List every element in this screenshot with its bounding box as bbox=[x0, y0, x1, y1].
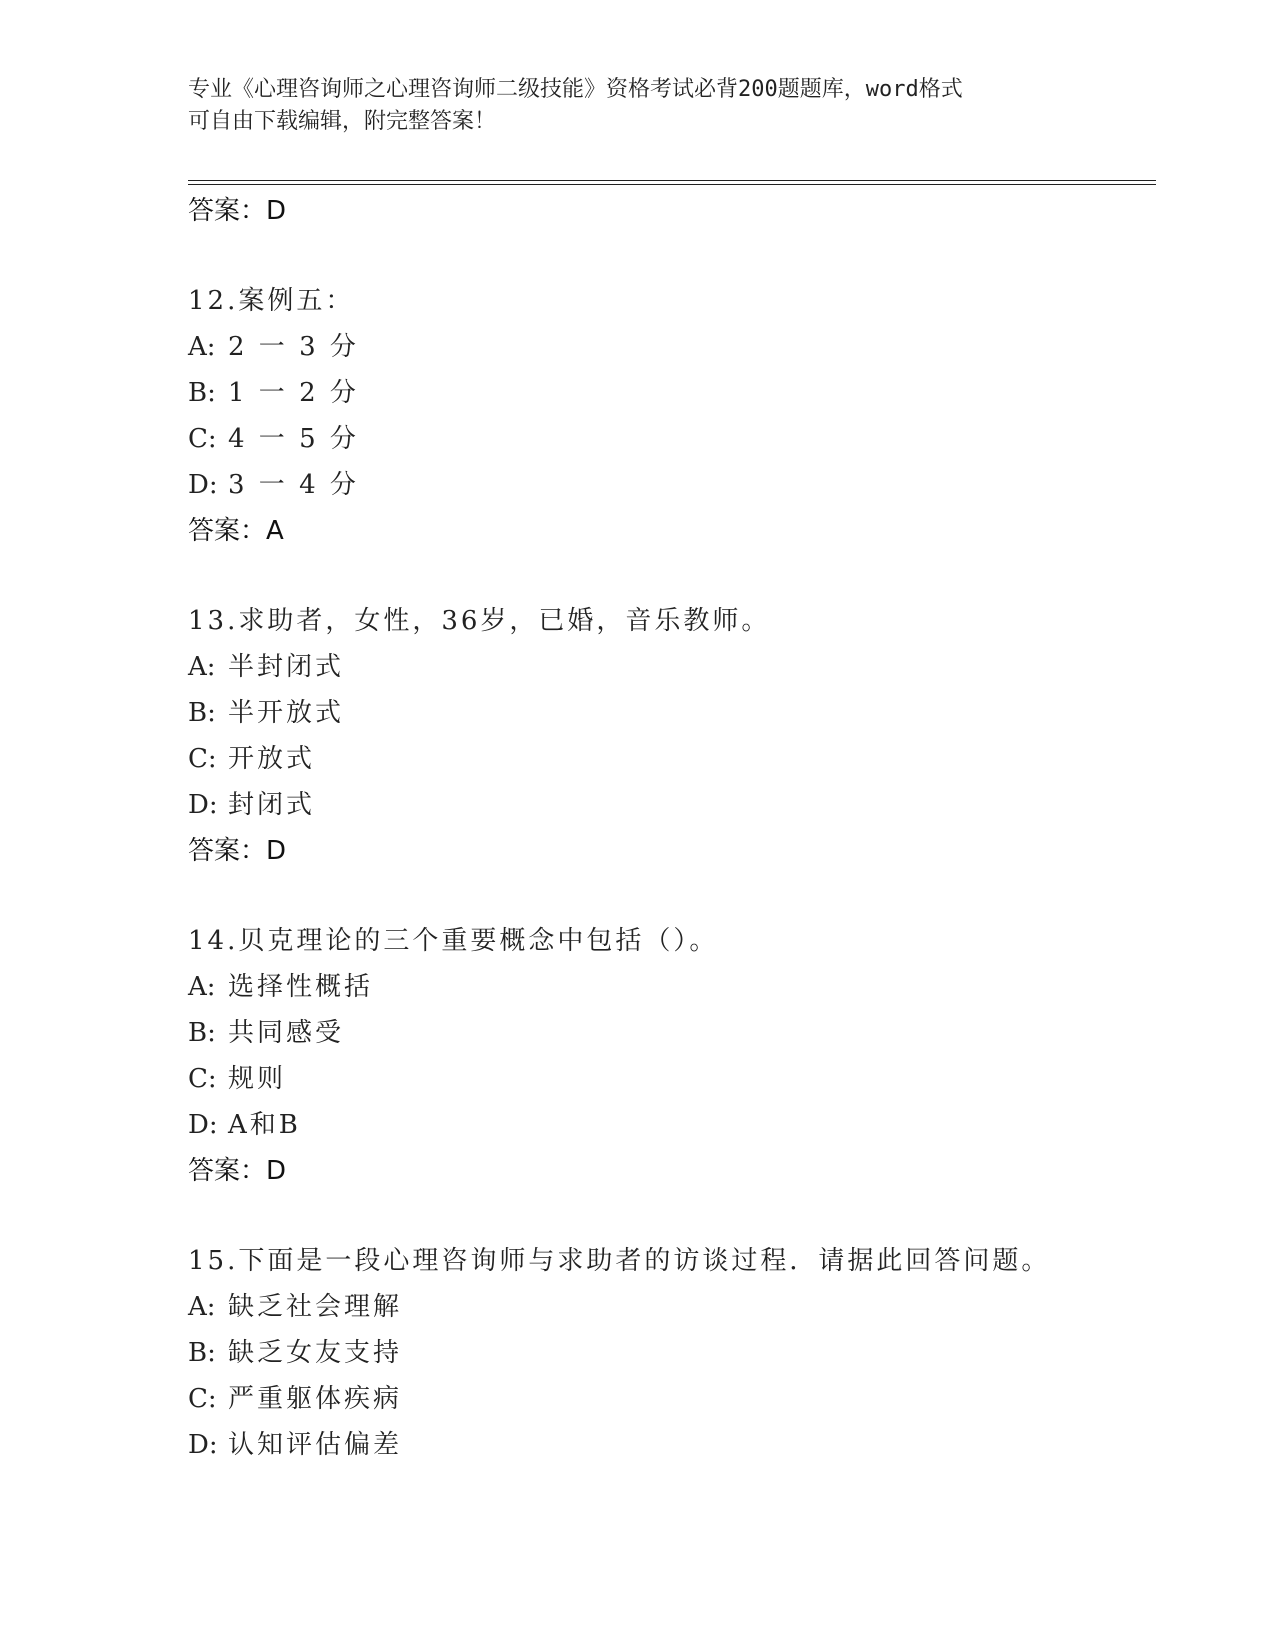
option-letter: C: bbox=[188, 424, 217, 454]
header-divider-bottom bbox=[188, 184, 1156, 185]
question-block-13 bbox=[188, 598, 1156, 874]
option-text: 半封闭式 bbox=[228, 652, 345, 682]
option-text: 共同感受 bbox=[228, 1018, 345, 1048]
answer-text: 答案：D bbox=[188, 836, 287, 866]
option-letter: A: bbox=[188, 652, 216, 682]
option-letter: D: bbox=[188, 470, 218, 500]
option-text: 规则 bbox=[228, 1064, 287, 1094]
question-text: 13.求助者，女性，36岁，已婚，音乐教师。 bbox=[188, 606, 771, 636]
option-letter: B: bbox=[188, 378, 216, 408]
option-text: 2 一 3 分 bbox=[228, 332, 359, 362]
option-d bbox=[188, 782, 1156, 828]
option-a bbox=[188, 324, 1156, 370]
option-text: A和B bbox=[228, 1110, 301, 1140]
option-c bbox=[188, 416, 1156, 462]
option-text: 封闭式 bbox=[228, 790, 316, 820]
option-text: 缺乏社会理解 bbox=[228, 1292, 403, 1322]
option-d bbox=[188, 1422, 1156, 1468]
header-line-1: 专业《心理咨询师之心理咨询师二级技能》资格考试必背200题题库，word格式 bbox=[188, 77, 963, 102]
option-letter: A: bbox=[188, 332, 216, 362]
option-letter: C: bbox=[188, 1384, 217, 1414]
option-text: 4 一 5 分 bbox=[228, 424, 359, 454]
option-c bbox=[188, 736, 1156, 782]
option-letter: B: bbox=[188, 1338, 216, 1368]
option-text: 缺乏女友支持 bbox=[228, 1338, 403, 1368]
document-header bbox=[188, 74, 1068, 138]
question-block-15 bbox=[188, 1238, 1156, 1468]
option-letter: A: bbox=[188, 972, 216, 1002]
header-line-2: 可自由下载编辑，附完整答案！ bbox=[188, 109, 497, 134]
option-letter: B: bbox=[188, 698, 216, 728]
option-text: 认知评估偏差 bbox=[228, 1430, 403, 1460]
option-text: 选择性概括 bbox=[228, 972, 374, 1002]
option-letter: D: bbox=[188, 1110, 218, 1140]
option-letter: D: bbox=[188, 1430, 218, 1460]
option-letter: B: bbox=[188, 1018, 216, 1048]
question-block-14 bbox=[188, 918, 1156, 1194]
question-text: 12.案例五： bbox=[188, 286, 355, 316]
option-text: 1 一 2 分 bbox=[228, 378, 359, 408]
header-divider-top bbox=[188, 180, 1156, 181]
option-d bbox=[188, 462, 1156, 508]
previous-answer: 答案：D bbox=[188, 196, 287, 226]
option-c bbox=[188, 1056, 1156, 1102]
option-text: 开放式 bbox=[228, 744, 316, 774]
option-letter: C: bbox=[188, 1064, 217, 1094]
option-b bbox=[188, 370, 1156, 416]
option-letter: A: bbox=[188, 1292, 216, 1322]
option-text: 严重躯体疾病 bbox=[228, 1384, 403, 1414]
option-b bbox=[188, 690, 1156, 736]
question-text: 14.贝克理论的三个重要概念中包括（）。 bbox=[188, 926, 719, 956]
option-text: 3 一 4 分 bbox=[228, 470, 359, 500]
option-letter: D: bbox=[188, 790, 218, 820]
option-a bbox=[188, 964, 1156, 1010]
question-block-12 bbox=[188, 278, 1156, 554]
option-b bbox=[188, 1010, 1156, 1056]
option-b bbox=[188, 1330, 1156, 1376]
answer-text: 答案：D bbox=[188, 1156, 287, 1186]
option-a bbox=[188, 644, 1156, 690]
question-list bbox=[188, 188, 1156, 1468]
option-c bbox=[188, 1376, 1156, 1422]
option-a bbox=[188, 1284, 1156, 1330]
answer-text: 答案：A bbox=[188, 516, 284, 546]
option-letter: C: bbox=[188, 744, 217, 774]
option-text: 半开放式 bbox=[228, 698, 345, 728]
option-d bbox=[188, 1102, 1156, 1148]
question-text: 15.下面是一段心理咨询师与求助者的访谈过程．请据此回答问题。 bbox=[188, 1246, 1051, 1276]
